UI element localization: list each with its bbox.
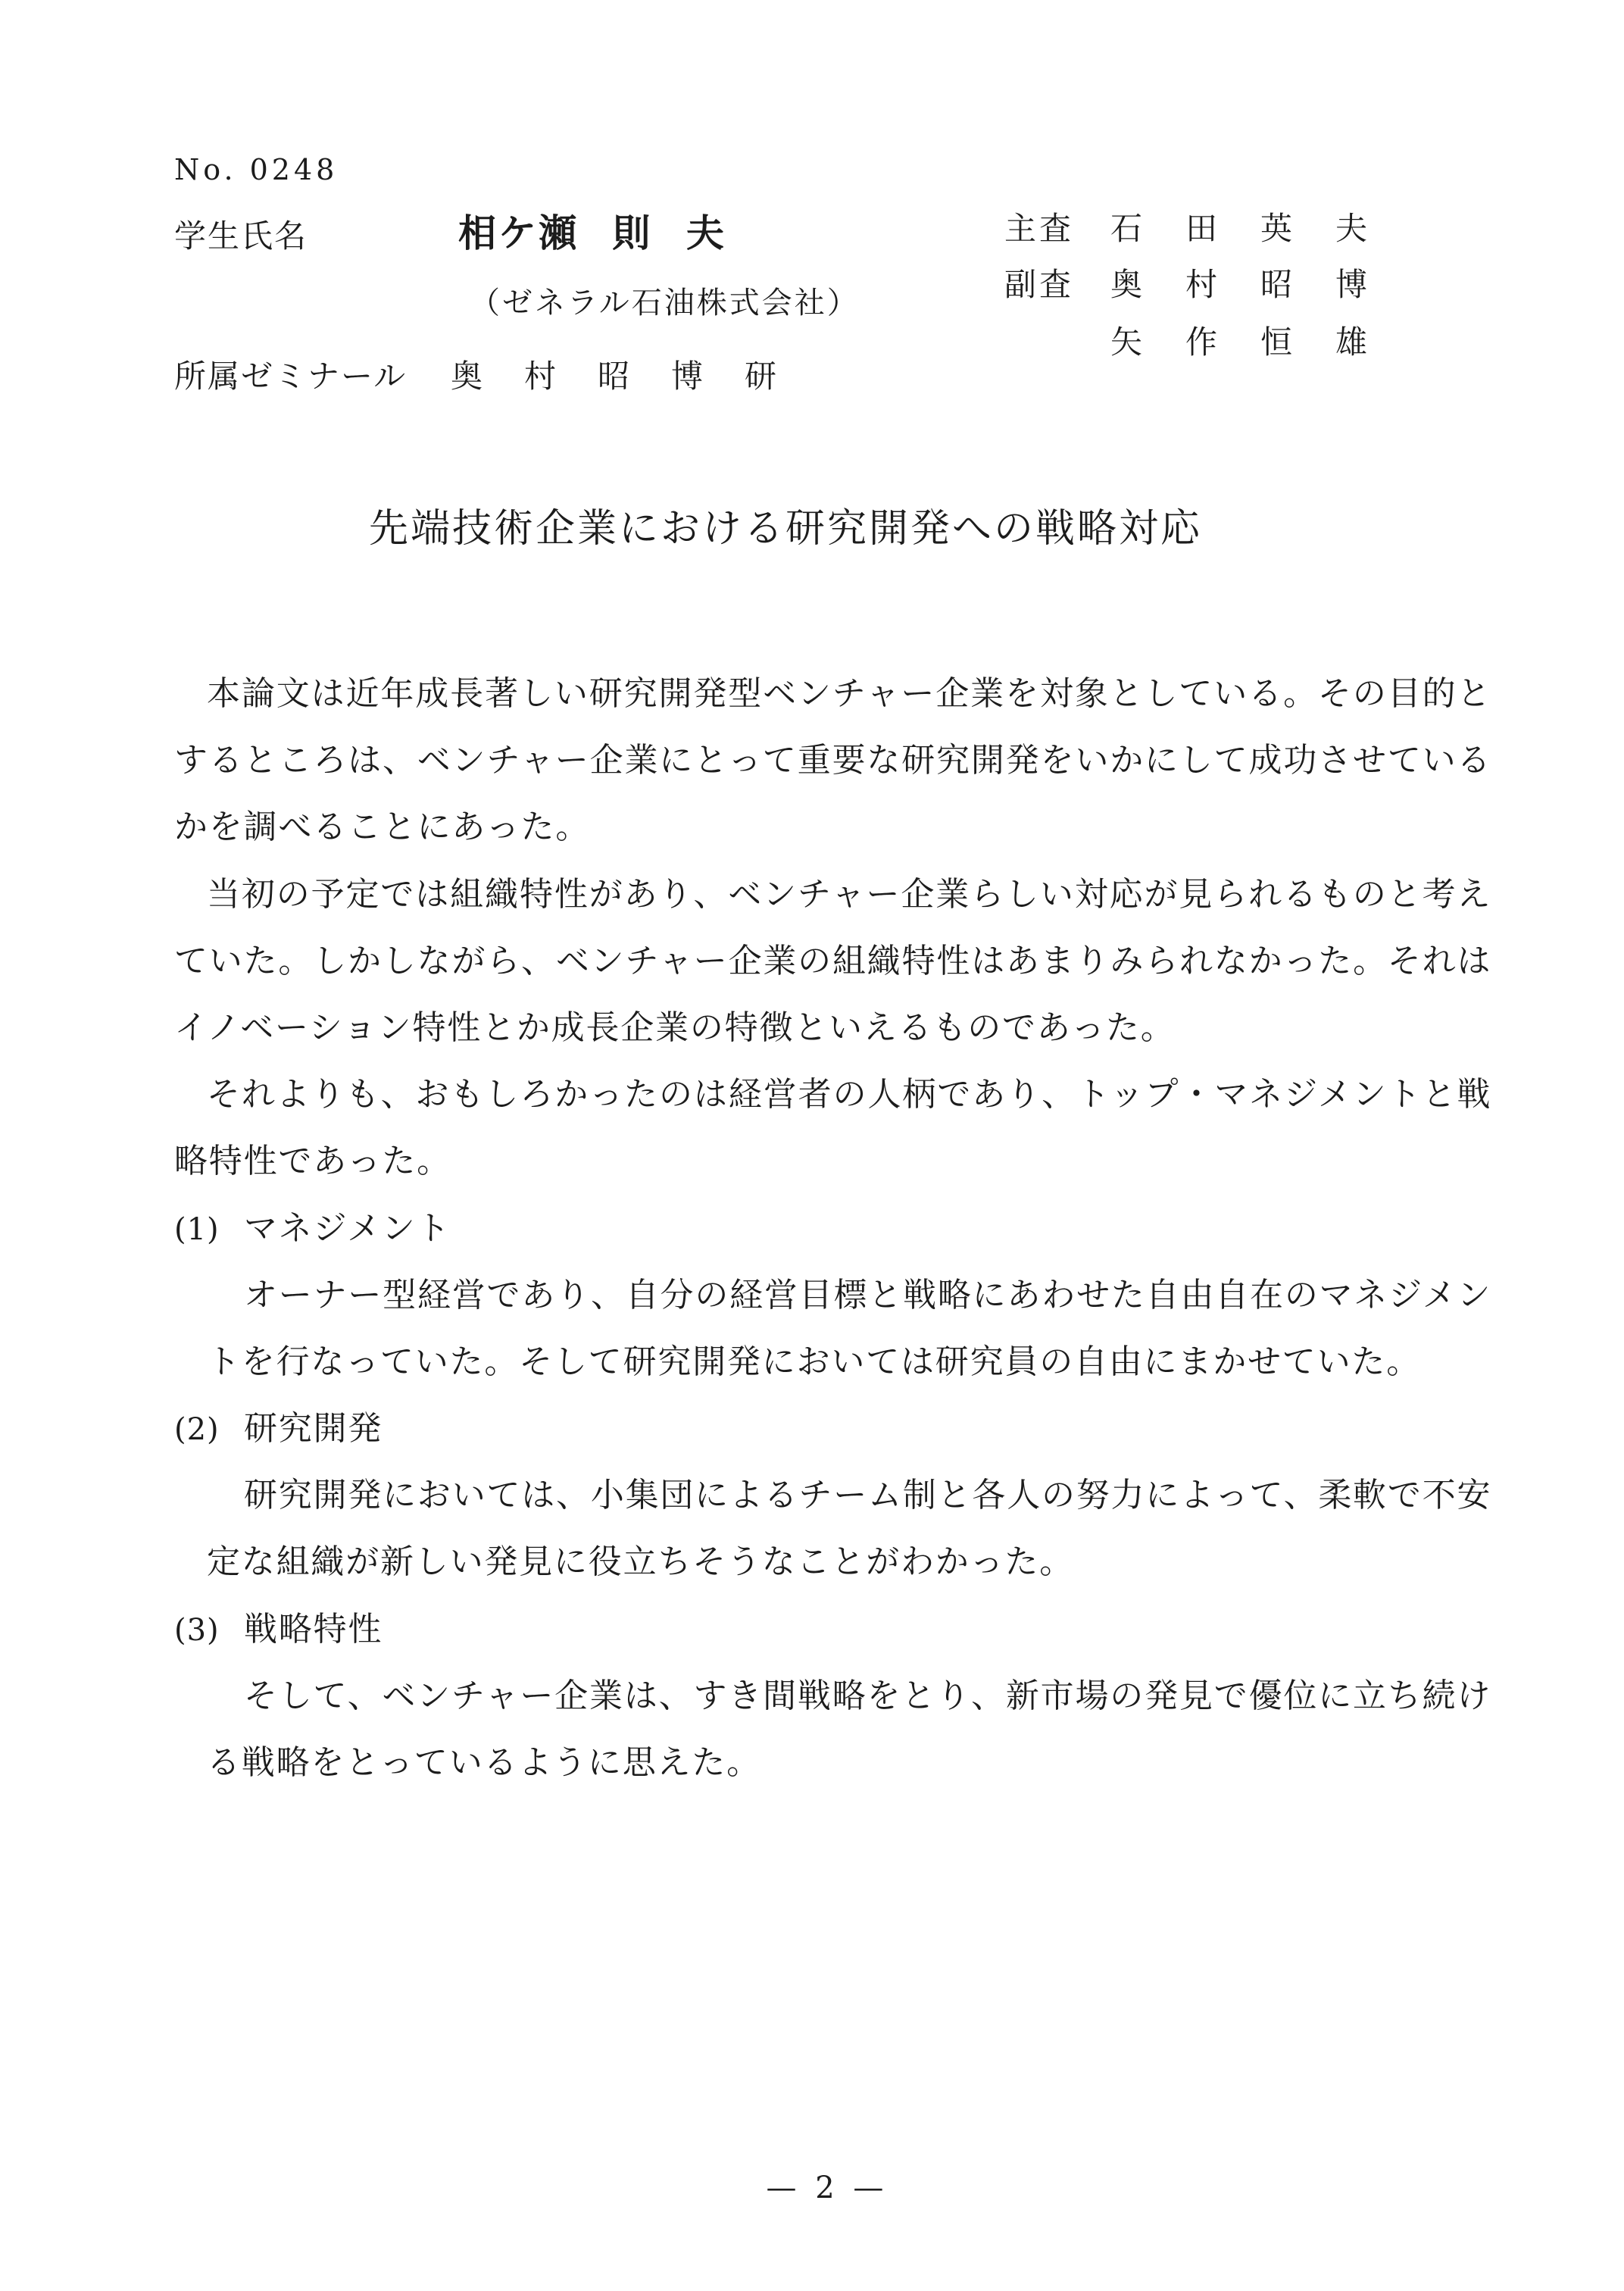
- item-header: [174, 1596, 1624, 1663]
- chief-examiner-label: 主査: [1004, 210, 1075, 247]
- item-header: [174, 1196, 1624, 1262]
- document-number: No. 0248: [174, 153, 339, 186]
- text-line: トを行なっていた。そして研究開発においては研究員の自由にまかせていた。: [207, 1342, 1421, 1381]
- seminar-name: 奥村昭博研: [451, 358, 819, 395]
- item-heading: マネジメント: [244, 1208, 451, 1248]
- thesis-title: 先端技術企業における研究開発への戦略対応: [369, 506, 1203, 552]
- list-item: [0, 1196, 1624, 1396]
- item-heading: 戦略特性: [244, 1609, 383, 1649]
- text-line: 当初の予定では組織特性があり、ベンチャー企業らしい対応が見られるものと考え: [207, 874, 1491, 914]
- seminar-label: 所属ゼミナール: [174, 358, 408, 395]
- page-number: — 2 —: [766, 2171, 889, 2205]
- text-line: イノベーション特性とか成長企業の特徴といえるものであった。: [174, 1008, 1176, 1047]
- paragraph: [0, 1061, 1624, 1195]
- text-line: かを調べることにあった。: [174, 808, 591, 847]
- text-line: る戦略をとっているように思えた。: [207, 1743, 761, 1782]
- chief-examiner-name: 石田英夫: [1110, 210, 1411, 247]
- text-line: ていた。しかしながら、ベンチャー企業の組織特性はあまりみられなかった。それは: [174, 941, 1491, 980]
- list-item: [0, 1596, 1624, 1797]
- text-line: 本論文は近年成長著しい研究開発型ベンチャー企業を対象としている。その目的と: [207, 674, 1491, 713]
- student-company: （ゼネラル石油株式会社）: [470, 286, 860, 320]
- item-heading: 研究開発: [244, 1409, 383, 1449]
- list-item: [0, 1396, 1624, 1596]
- paragraph: [0, 861, 1624, 1062]
- sub-examiner-label: 副査: [1004, 266, 1075, 303]
- abstract-body: [0, 661, 1624, 1796]
- item-number: (3): [174, 1612, 220, 1648]
- sub-examiner-name: 矢作恒雄: [1110, 323, 1411, 361]
- text-line: それよりも、おもしろかったのは経営者の人柄であり、トップ・マネジメントと戦: [207, 1075, 1491, 1114]
- student-name: 相ケ瀬 則 夫: [458, 211, 726, 255]
- paragraph: [0, 661, 1624, 861]
- text-line: 略特性であった。: [174, 1142, 451, 1181]
- item-number: (2): [174, 1412, 220, 1448]
- text-line: 定な組織が新しい発見に役立ちそうなことがわかった。: [207, 1542, 1074, 1582]
- sub-examiner-name: 奥村昭博: [1110, 266, 1411, 303]
- student-name-label: 学生氏名: [174, 217, 308, 255]
- item-number: (1): [174, 1211, 220, 1247]
- text-line: オーナー型経営であり、自分の経営目標と戦略にあわせた自由自在のマネジメン: [244, 1275, 1491, 1314]
- text-line: そして、ベンチャー企業は、すき間戦略をとり、新市場の発見で優位に立ち続け: [244, 1676, 1491, 1715]
- item-header: [174, 1396, 1624, 1462]
- text-line: するところは、ベンチャー企業にとって重要な研究開発をいかにして成功させている: [174, 741, 1491, 780]
- text-line: 研究開発においては、小集団によるチーム制と各人の努力によって、柔軟で不安: [244, 1476, 1491, 1515]
